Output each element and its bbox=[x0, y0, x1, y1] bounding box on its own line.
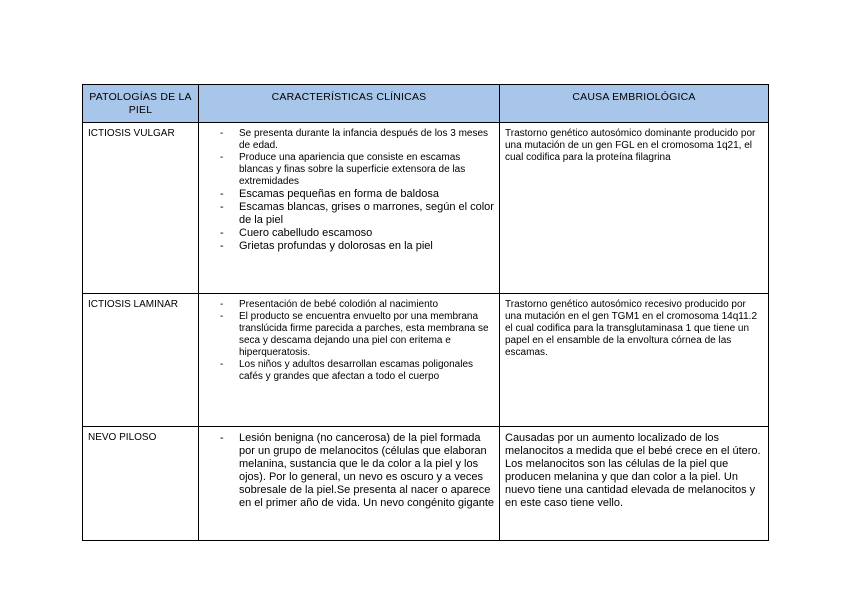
table-row bbox=[83, 294, 769, 427]
list-item: - Se presenta durante la infancia después de los 3 meses de edad. bbox=[239, 128, 495, 152]
header-row bbox=[83, 85, 769, 123]
list-item: - Los niños y adultos desarrollan escamas poligonales cafés y grandes que afectan a todo el cuerpo bbox=[239, 359, 495, 383]
features-list bbox=[199, 427, 499, 510]
list-item: - Escamas blancas, grises o marrones, según el color de la piel bbox=[239, 201, 495, 227]
row-name: ICTIOSIS VULGAR bbox=[83, 123, 199, 294]
list-item: - Escamas pequeñas en forma de baldosa bbox=[239, 188, 495, 201]
list-item: - Produce una apariencia que consiste en escamas blancas y finas sobre la superficie extensora de las extremidades bbox=[239, 152, 495, 188]
features-list bbox=[199, 123, 499, 253]
cause-cell: Trastorno genético autosómico dominante producido por una mutación de un gen FGL en el cromosoma 1q21, el cual codifica para la proteína filagrina bbox=[500, 123, 769, 294]
list-item: - Presentación de bebé colodión al nacimiento bbox=[239, 299, 495, 311]
cause-cell: Causadas por un aumento localizado de los melanocitos a medida que el bebé crece en el útero. Los melanocitos son las células de la piel que producen melanina y que dan color a la piel. Un nuevo tiene una cantidad elevada de melanocitos y en este caso tiene vello. bbox=[500, 427, 769, 541]
features-cell bbox=[199, 123, 500, 294]
pathology-table bbox=[82, 84, 769, 541]
list-item: - El producto se encuentra envuelto por una membrana translúcida firme parecida a parches, esta membrana se seca y descama dejando una piel con eritema e hiperqueratosis. bbox=[239, 311, 495, 359]
row-name: ICTIOSIS LAMINAR bbox=[83, 294, 199, 427]
list-item: - Grietas profundas y dolorosas en la piel bbox=[239, 240, 495, 253]
features-cell bbox=[199, 294, 500, 427]
list-item: - Lesión benigna (no cancerosa) de la piel formada por un grupo de melanocitos (células que elaboran melanina, sustancia que le da color a la piel y los ojos). Por lo general, un nevo es oscuro y a veces sobresale de la piel.Se presenta al nacer o aparece en el primer año de vida. Un nevo congénito gigante bbox=[239, 432, 495, 510]
header-embryological-cause: CAUSA EMBRIOLÓGICA bbox=[500, 85, 769, 123]
features-list bbox=[199, 294, 499, 383]
list-item: - Cuero cabelludo escamoso bbox=[239, 227, 495, 240]
table-row bbox=[83, 427, 769, 541]
features-cell bbox=[199, 427, 500, 541]
header-clinical-features: CARACTERÍSTICAS CLÍNICAS bbox=[199, 85, 500, 123]
table-row bbox=[83, 123, 769, 294]
cause-cell: Trastorno genético autosómico recesivo producido por una mutación en el gen TGM1 en el cromosoma 14q11.2 el cual codifica para la transglutaminasa 1 que tiene un papel en el ensamble de la envoltura córnea de las escamas. bbox=[500, 294, 769, 427]
header-pathologies: PATOLOGÍAS DE LA PIEL bbox=[83, 85, 199, 123]
row-name: NEVO PILOSO bbox=[83, 427, 199, 541]
